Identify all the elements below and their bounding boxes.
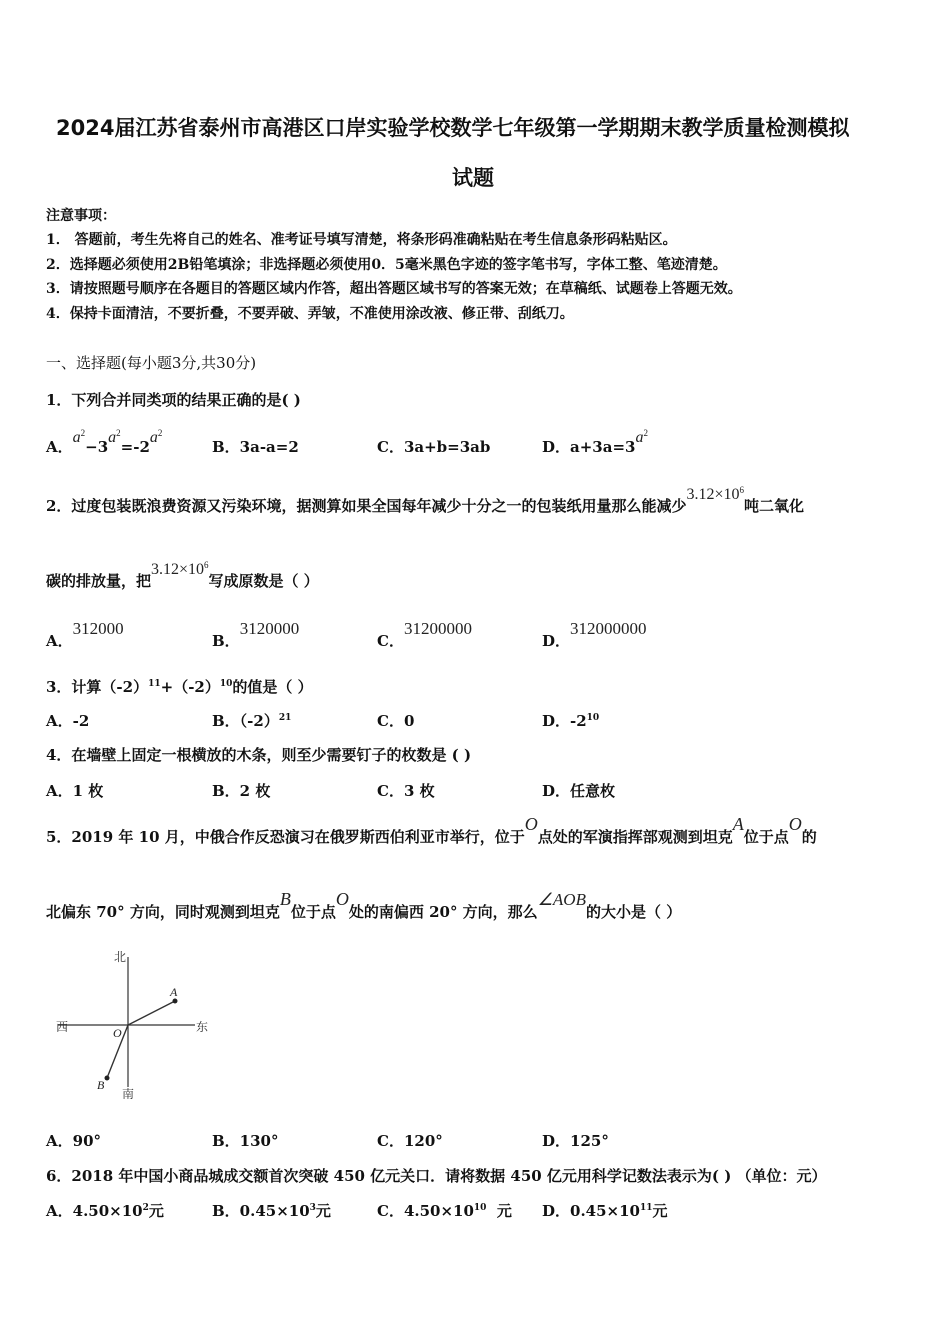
q2-option-d [542,619,647,651]
q1-a-label: A． [46,438,73,456]
q6-d-unit: 元 [652,1202,668,1220]
q5-var-o: O [524,814,538,834]
q5-option-a: A．90° [46,1132,102,1150]
label-east: 东 [196,1020,209,1034]
q1-option-b: B．3a-a=2 [212,438,299,456]
q5-angle: ∠AOB [537,890,586,909]
label-o: O [113,1026,122,1040]
q2-option-c [377,619,472,651]
q2-a-label: A． [46,632,73,650]
q1-a-exp: 2 [157,428,163,438]
q5-line1-a: 5．2019 年 10 月，中俄合作反恐演习在俄罗斯西伯利亚市举行，位于 [46,828,525,846]
point-b [105,1076,110,1081]
label-west: 西 [56,1020,69,1034]
notice-heading: 注意事项： [46,208,116,224]
q3-b-exp: 21 [278,713,292,723]
q1-a-var: a [108,429,117,446]
q4-option-b: B．2 枚 [212,782,271,800]
q6-b-exp: 3 [309,1203,316,1213]
q3-stem-b: +（-2） [160,678,220,696]
q6-c-unit: 元 [486,1202,512,1220]
q6-b-unit: 元 [315,1202,331,1220]
q6-option-c [377,1200,512,1221]
q6-d-text: D．0.45×10 [542,1202,640,1220]
q2-option-a [46,619,124,651]
q6-a-unit: 元 [148,1202,164,1220]
q3-b-text: B．（-2） [212,712,279,730]
q4-option-a: A．1 枚 [46,782,104,800]
q4-option-d: D．任意枚 [542,782,616,800]
q6-d-exp: 11 [639,1203,653,1213]
q1-d-var: a [635,429,644,446]
q2-b-value: 3120000 [239,619,300,638]
q6-c-exp: 10 [473,1203,487,1213]
q2-sci-number: 3.12×10 [686,486,740,503]
q3-d-text: D．-2 [542,712,587,730]
q5-stem-line1 [46,814,817,847]
q4-stem: 4．在墙壁上固定一根横放的木条，则至少需要钉子的枚数是 ( ) [46,746,472,764]
q1-a-op: =-2 [120,438,150,456]
point-a [173,999,178,1004]
q6-option-a [46,1200,164,1221]
label-a: A [170,985,178,999]
q5-var-o: O [335,889,349,909]
label-b: B [97,1078,105,1092]
label-south: 南 [122,1087,135,1101]
q6-b-text: B．0.45×10 [212,1202,310,1220]
q6-a-text: A．4.50×10 [46,1202,143,1220]
page-title-line2: 试题 [452,166,494,190]
notice-item: 2．选择题必须使用2B铅笔填涂；非选择题必须使用0．5毫米黑色字迹的签字笔书写，字体工整、笔迹清楚。 [46,257,727,273]
q3-stem-c: 的值是（ ） [232,678,313,696]
q3-stem-a: 3．计算（-2） [46,678,149,696]
q5-line2-a: 北偏东 70° 方向，同时观测到坦克 [46,903,280,921]
section-heading: 一、选择题(每小题3分,共30分) [46,354,257,372]
notice-item: 4．保持卡面清洁，不要折叠，不要弄破、弄皱，不准使用涂改液、修正带、刮纸刀。 [46,306,574,322]
q6-a-exp: 2 [142,1203,149,1213]
q2-line2-part1: 碳的排放量，把 [46,572,152,590]
q5-var-o: O [788,814,802,834]
notice-item: 1． 答题前，考生先将自己的姓名、准考证号填写清楚，将条形码准确粘贴在考生信息条形码粘贴区。 [46,232,677,248]
q5-option-d: D．125° [542,1132,609,1150]
q5-stem-line2 [46,889,682,922]
q2-c-value: 31200000 [403,619,472,638]
q3-stem [46,676,313,697]
q1-a-var: a [72,429,81,446]
q1-option-c: C．3a+b=3ab [377,438,491,456]
q2-line2-part2: 写成原数是（ ） [208,572,319,590]
q2-b-label: B． [212,632,240,650]
q5-option-c: C．120° [377,1132,443,1150]
q2-a-value: 312000 [72,619,124,638]
q3-option-d [542,710,599,731]
q1-a-var: a [149,429,158,446]
q6-option-b [212,1200,331,1221]
q3-exp2: 10 [219,679,233,689]
q5-option-b: B．130° [212,1132,279,1150]
q1-option-a [46,428,163,457]
notice-item: 3．请按照题号顺序在各题目的答题区域内作答，超出答题区域书写的答案无效；在草稿纸、试题卷上答题无效。 [46,281,742,297]
compass-diagram [50,945,220,1105]
q2-d-value: 312000000 [570,619,647,638]
page-title: 2024届江苏省泰州市高港区口岸实验学校数学七年级第一学期期末教学质量检测模拟 [56,116,850,140]
q1-a-exp: 2 [80,428,86,438]
q5-line1-c: 位于点 [743,828,789,846]
q2-sci-number: 3.12×10 [151,561,205,578]
q2-sci-exp: 6 [204,560,209,570]
q6-stem: 6．2018 年中国小商品城成交额首次突破 450 亿元关口．请将数据 450 亿元用科学记数法表示为( ) （单位：元） [46,1167,827,1185]
q1-a-exp: 2 [116,428,121,438]
q2-stem-part1: 2．过度包装既浪费资源又污染环境，据测算如果全国每年减少十分之一的包装纸用量那么能减少 [46,497,687,515]
q3-option-b [212,710,291,731]
q1-stem: 1．下列合并同类项的结果正确的是( ) [46,391,301,409]
q5-line2-b: 位于点 [290,903,336,921]
q2-c-label: C． [377,632,404,650]
q5-line1-b: 点处的军演指挥部观测到坦克 [537,828,733,846]
label-north: 北 [114,950,127,964]
q1-a-op: −3 [85,438,109,456]
q1-d-text: D．a+3a=3 [542,438,636,456]
q3-d-exp: 10 [586,713,600,723]
q1-d-exp: 2 [643,428,648,438]
q5-line2-d: 的大小是（ ） [585,903,682,921]
q5-line2-c: 处的南偏西 20° 方向，那么 [348,903,538,921]
q2-d-label: D． [542,632,571,650]
q2-stem-part2: 吨二氧化 [743,497,804,515]
q5-var-a: A [732,814,744,834]
q2-option-b [212,619,300,651]
q3-option-c: C．0 [377,712,415,730]
q2-sci-exp: 6 [739,485,744,495]
q5-var-b: B [279,889,291,909]
q5-line1-d: 的 [801,828,817,846]
ray-oa [128,1001,175,1025]
q4-option-c: C．3 枚 [377,782,435,800]
q3-exp1: 11 [148,679,161,689]
q6-c-text: C．4.50×10 [377,1202,474,1220]
q6-option-d [542,1200,668,1221]
q3-option-a: A．-2 [46,712,90,730]
q1-option-d [542,428,648,457]
